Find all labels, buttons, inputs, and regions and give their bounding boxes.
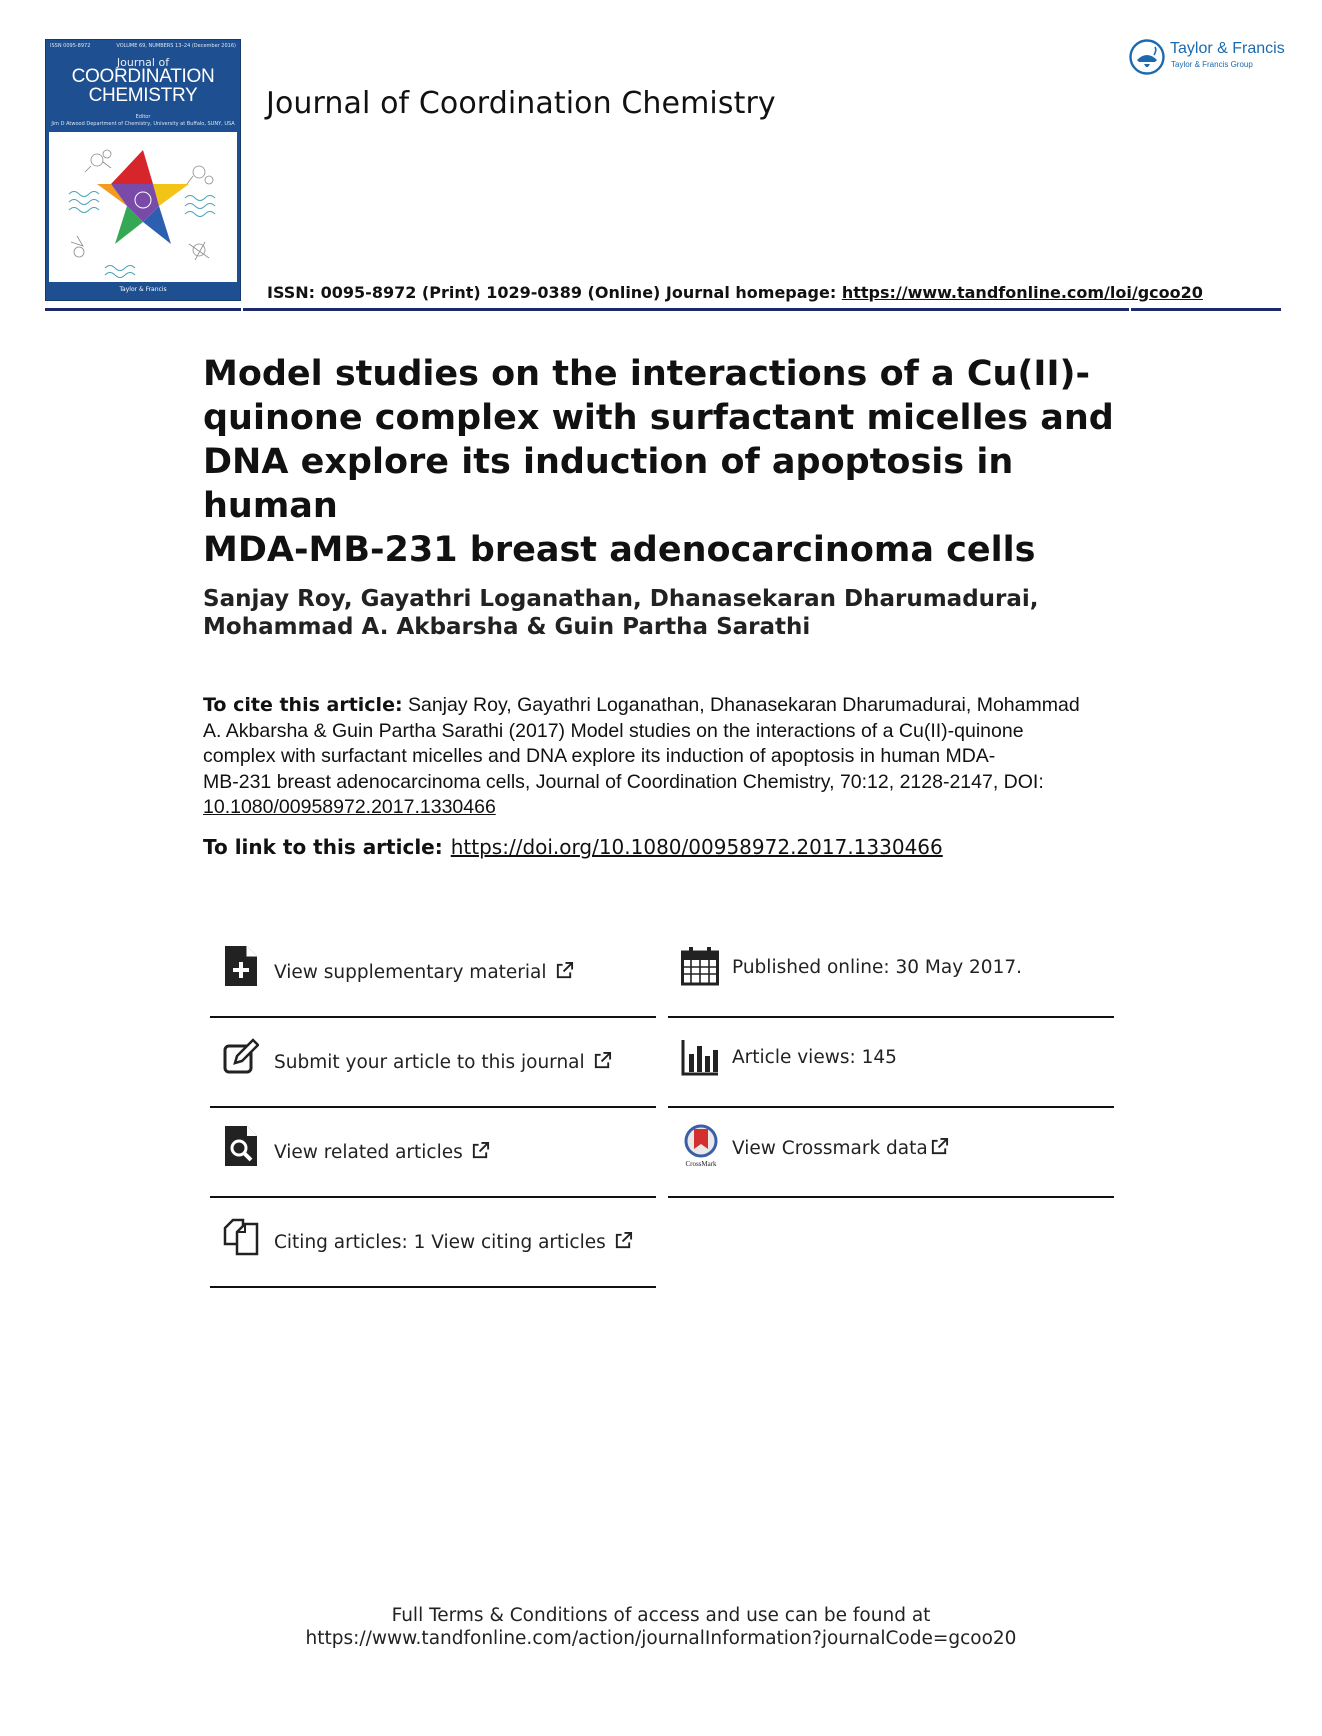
citation-label: To cite this article: — [203, 694, 403, 716]
info-divider — [210, 1286, 656, 1288]
citing-articles-link[interactable] — [274, 1231, 633, 1253]
journal-title: Journal of Coordination Chemistry — [266, 86, 776, 121]
crossmark-item[interactable] — [668, 1106, 1114, 1196]
related-articles-link[interactable] — [274, 1141, 490, 1163]
cover-top-strip — [50, 43, 236, 51]
related-articles-item[interactable] — [210, 1106, 656, 1196]
cover-title-line2: CHEMISTRY — [88, 85, 198, 106]
supplementary-material-item[interactable] — [210, 926, 656, 1016]
related-articles-label: View related articles — [274, 1142, 463, 1163]
cover-issn: ISSN 0095-8972 — [50, 43, 91, 49]
cover-editor — [46, 114, 240, 128]
published-online-date: Published online: 30 May 2017. — [732, 957, 1023, 978]
search-document-icon — [223, 1126, 259, 1166]
external-link-icon — [614, 1231, 633, 1250]
article-link-line — [203, 835, 943, 859]
authors-line: Mohammad A. Akbarsha & Guin Partha Sarathi — [203, 614, 811, 640]
bar-chart-icon — [681, 1036, 719, 1076]
article-title-line: DNA explore its induction of apoptosis in human — [203, 442, 1014, 526]
article-link-label: To link to this article: — [203, 835, 443, 859]
citation-line: MB-231 breast adenocarcinoma cells, Journal of Coordination Chemistry, 70:12, 2128-2147, DOI: — [203, 770, 1044, 793]
crossmark-label: View Crossmark data — [732, 1138, 928, 1159]
taylor-francis-lamp-icon — [1128, 38, 1166, 76]
citing-articles-item[interactable] — [210, 1196, 656, 1286]
submit-article-label: Submit your article to this journal — [274, 1052, 585, 1073]
taylor-francis-group: Taylor & Francis Group — [1171, 60, 1253, 69]
supplementary-material-label: View supplementary material — [274, 962, 547, 983]
citation-line: complex with surfactant micelles and DNA explore its induction of apoptosis in human MDA- — [203, 745, 996, 767]
article-title-line: Model studies on the interactions of a Cu(II)- — [203, 354, 1090, 394]
header-divider-gap-left — [241, 308, 243, 311]
terms-footer-url[interactable]: https://www.tandfonline.com/action/journalInformation?journalCode=gcoo20 — [305, 1628, 1017, 1649]
authors-line: Sanjay Roy, Gayathri Loganathan, Dhanasekaran Dharumadurai, — [203, 586, 1039, 612]
calendar-icon — [681, 946, 719, 986]
cover-journal-of: Journal of — [116, 56, 170, 69]
crossmark-icon — [681, 1124, 721, 1168]
external-link-icon — [930, 1137, 949, 1156]
article-views-count: Article views: 145 — [732, 1047, 897, 1068]
citing-articles-label: Citing articles: 1 View citing articles — [274, 1232, 606, 1253]
external-link-icon — [593, 1051, 612, 1070]
submit-article-item[interactable] — [210, 1016, 656, 1106]
external-link-icon — [471, 1141, 490, 1160]
journal-homepage-link[interactable]: https://www.tandfonline.com/loi/gcoo20 — [841, 283, 1203, 302]
taylor-francis-name: Taylor & Francis — [1170, 40, 1285, 57]
issn-line — [267, 283, 1203, 302]
terms-footer — [0, 1604, 1322, 1650]
issn-text: ISSN: 0095-8972 (Print) 1029-0389 (Online) Journal homepage: — [267, 283, 842, 302]
external-link-icon — [555, 961, 574, 980]
article-title-line: quinone complex with surfactant micelles and — [203, 398, 1114, 438]
cover-editor-label: Editor — [135, 114, 151, 120]
terms-footer-line: Full Terms & Conditions of access and use can be found at — [391, 1605, 931, 1626]
citation-block — [203, 693, 1123, 821]
cover-editor-name: Jim D Atwood Department of Chemistry, University at Buffalo, SUNY, USA — [51, 121, 235, 127]
article-views-item — [668, 1016, 1114, 1106]
supplementary-material-link[interactable] — [274, 961, 574, 983]
submit-article-link[interactable] — [274, 1051, 612, 1073]
citation-text: Sanjay Roy, Gayathri Loganathan, Dhanasekaran Dharumadurai, Mohammad — [402, 694, 1080, 716]
crossmark-link[interactable] — [732, 1137, 949, 1159]
citation-line — [203, 693, 1123, 719]
citation-doi-link[interactable]: 10.1080/00958972.2017.1330466 — [203, 796, 496, 818]
info-divider — [668, 1196, 1114, 1198]
article-doi-link[interactable]: https://doi.org/10.1080/00958972.2017.1330466 — [450, 835, 943, 859]
citation-line: A. Akbarsha & Guin Partha Sarathi (2017) Model studies on the interactions of a Cu(II)-quinone — [203, 719, 1024, 742]
journal-cover-image — [45, 39, 241, 301]
header-divider-gap-right — [1129, 308, 1131, 311]
article-authors — [203, 585, 1123, 641]
article-title-line: MDA-MB-231 breast adenocarcinoma cells — [203, 530, 1036, 570]
copy-icon — [223, 1216, 259, 1256]
header-divider — [45, 308, 1281, 311]
crossmark-logo-text: CrossMark — [685, 1160, 717, 1168]
edit-icon — [223, 1036, 259, 1076]
taylor-francis-logo[interactable] — [1128, 38, 1288, 78]
cover-star-illustration — [49, 132, 237, 282]
cover-artwork — [49, 132, 237, 282]
file-plus-icon — [223, 946, 259, 986]
cover-title — [46, 67, 240, 105]
article-title — [203, 352, 1123, 572]
cover-volume: VOLUME 69, NUMBERS 13–24 (December 2016) — [116, 43, 236, 49]
published-online-item — [668, 926, 1114, 1016]
cover-publisher: Taylor & Francis — [119, 286, 167, 293]
cover-title-line1: COORDINATION — [71, 66, 215, 87]
